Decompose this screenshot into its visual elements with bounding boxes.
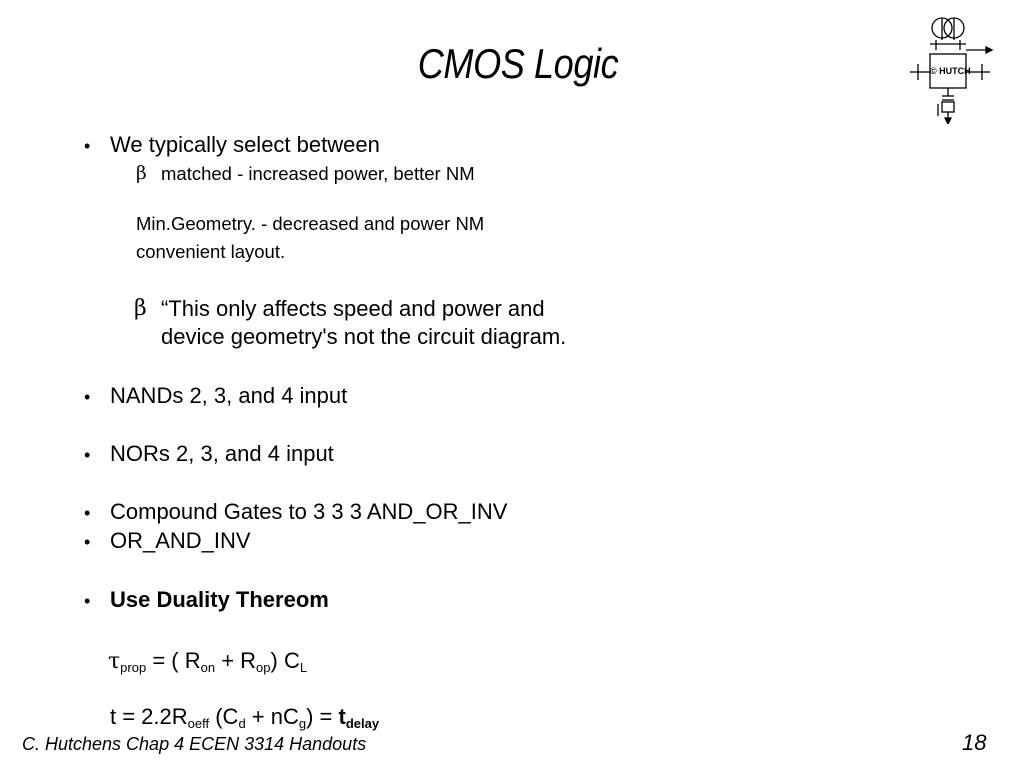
eq-sub: on	[200, 660, 216, 675]
bullet-marker: •	[84, 136, 91, 156]
beta-marker: β	[134, 296, 147, 321]
bullet-marker: •	[84, 591, 91, 611]
eq-part: = ( R	[146, 648, 201, 673]
sub-item-quote: “This only affects speed and power and	[161, 296, 545, 321]
sub-item-min-geometry: Min.Geometry. - decreased and power NM	[136, 213, 485, 234]
sub-item-matched: matched - increased power, better NM	[161, 163, 475, 184]
tau-sub: prop	[120, 660, 147, 675]
eq-sub: op	[256, 660, 271, 675]
equation-t-delay	[110, 704, 379, 730]
eq-sub: g	[298, 716, 307, 731]
beta-marker: β	[136, 163, 147, 184]
bullet-duality: Use Duality Thereom	[110, 587, 329, 612]
eq-sub-delay: delay	[345, 716, 380, 731]
eq-part: (C	[209, 704, 239, 729]
eq-part: + nC	[245, 704, 299, 729]
page-number: 18	[962, 730, 987, 755]
slide-title: CMOS Logic	[417, 40, 619, 87]
bullet-marker: •	[84, 387, 91, 407]
bullet-nands: NANDs 2, 3, and 4 input	[110, 383, 348, 408]
bullet-compound-gates: Compound Gates to 3 3 3 AND_OR_INV	[110, 499, 508, 524]
eq-part: ) =	[306, 704, 339, 729]
equation-tau-prop	[108, 648, 307, 674]
sub-item-quote-cont: device geometry's not the circuit diagram.	[161, 324, 567, 349]
sub-item-min-geometry-cont: convenient layout.	[136, 241, 286, 262]
bullet-marker: •	[84, 445, 91, 465]
eq-part: + R	[215, 648, 257, 673]
tau-symbol: τ	[108, 649, 121, 674]
bullet-select-between: We typically select between	[110, 132, 380, 157]
bullet-marker: •	[84, 503, 91, 523]
bullet-nors: NORs 2, 3, and 4 input	[110, 441, 334, 466]
eq-part: ) C	[270, 648, 300, 673]
bullet-or-and-inv: OR_AND_INV	[110, 528, 251, 553]
eq-t-bold: t	[338, 704, 346, 729]
eq-sub: oeff	[187, 716, 210, 731]
footer-course-label: C. Hutchens Chap 4 ECEN 3314 Handouts	[22, 734, 367, 754]
logo-label: © HUTCH	[930, 66, 971, 76]
eq-sub: L	[299, 660, 308, 675]
bullet-marker: •	[84, 532, 91, 552]
eq-part: t = 2.2R	[110, 704, 188, 729]
eq-sub: d	[238, 716, 246, 731]
